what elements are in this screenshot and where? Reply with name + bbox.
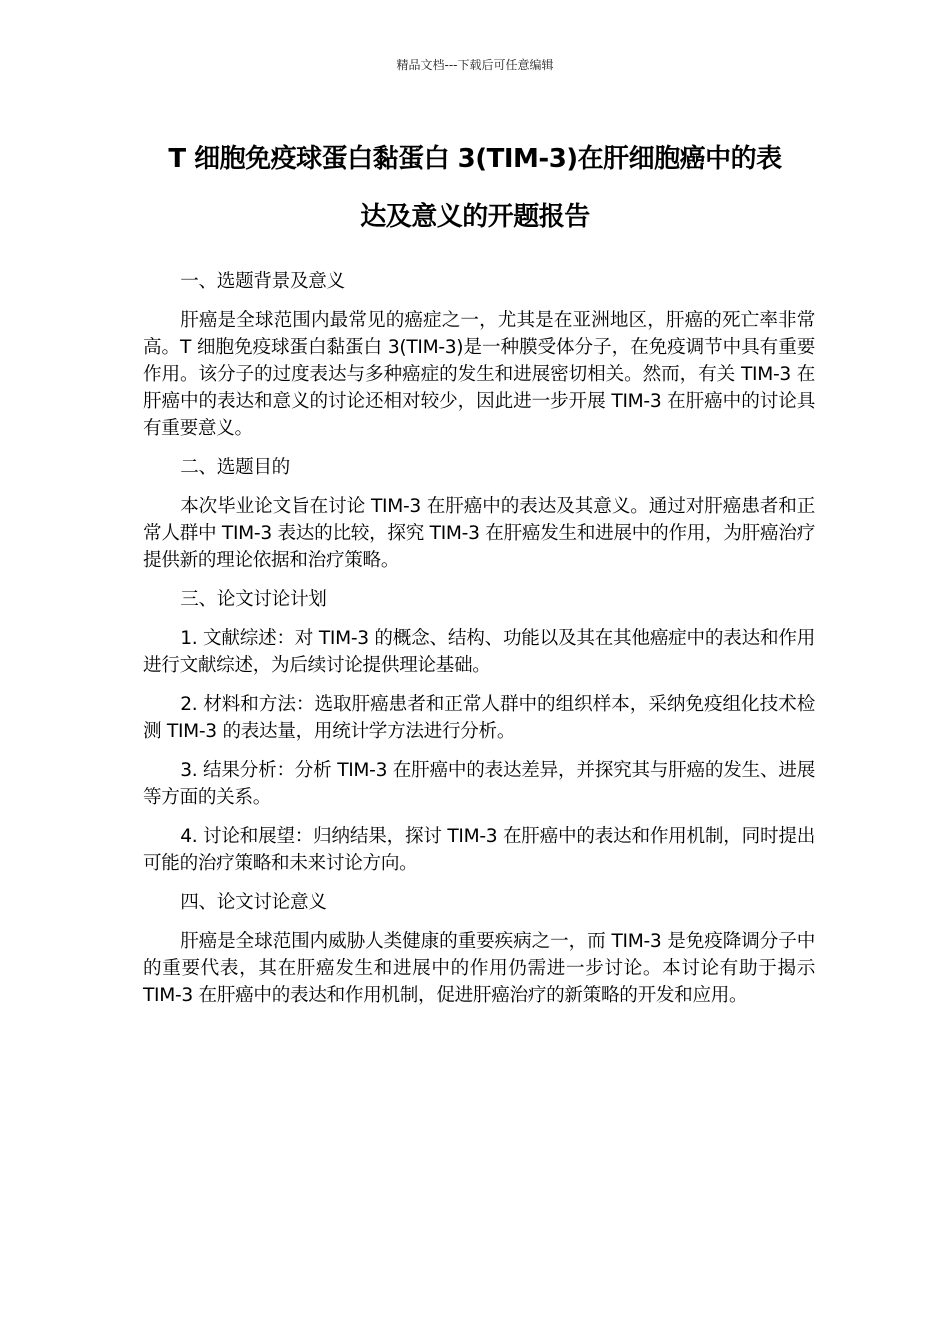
section-4-heading: 四、论文讨论意义 bbox=[180, 892, 327, 913]
header-note: 精品文档---下载后可任意编辑 bbox=[396, 58, 554, 72]
title-line-1: T 细胞免疫球蛋白黏蛋白 3(TIM-3)在肝细胞癌中的表 bbox=[168, 144, 782, 174]
plan-item-1: 1. 文献综述：对 TIM-3 的概念、结构、功能以及其在其他癌症中的表达和作用进行文献综述，为后续讨论提供理论基础。 bbox=[143, 628, 815, 676]
section-2-heading: 二、选题目的 bbox=[180, 457, 290, 478]
title-line-2: 达及意义的开题报告 bbox=[360, 202, 590, 232]
section-3-heading: 三、论文讨论计划 bbox=[180, 589, 327, 610]
document-title bbox=[120, 130, 830, 246]
section-1-paragraph: 肝癌是全球范围内最常见的癌症之一，尤其是在亚洲地区，肝癌的死亡率非常高。T 细胞免疫球蛋白黏蛋白 3(TIM-3)是一种膜受体分子，在免疫调节中具有重要作用。该分子的过度表达与多种癌症的发生和进展密切相关。然而，有关 TIM-3 在肝癌中的表达和意义的讨论还相对较少，因此进一步开展 TIM-3 在肝癌中的讨论具有重要意义。 bbox=[143, 310, 815, 439]
section-2-paragraph: 本次毕业论文旨在讨论 TIM-3 在肝癌中的表达及其意义。通过对肝癌患者和正常人群中 TIM-3 表达的比较，探究 TIM-3 在肝癌发生和进展中的作用，为肝癌治疗提供新的理论依据和治疗策略。 bbox=[143, 496, 815, 571]
section-4-paragraph: 肝癌是全球范围内威胁人类健康的重要疾病之一，而 TIM-3 是免疫降调分子中的重要代表，其在肝癌发生和进展中的作用仍需进一步讨论。本讨论有助于揭示 TIM-3 在肝癌中的表达和作用机制，促进肝癌治疗的新策略的开发和应用。 bbox=[143, 931, 815, 1006]
plan-item-2: 2. 材料和方法：选取肝癌患者和正常人群中的组织样本，采纳免疫组化技术检测 TIM-3 的表达量，用统计学方法进行分析。 bbox=[143, 694, 815, 742]
plan-item-3: 3. 结果分析：分析 TIM-3 在肝癌中的表达差异，并探究其与肝癌的发生、进展等方面的关系。 bbox=[143, 760, 815, 808]
document-body bbox=[143, 268, 815, 1021]
plan-item-4: 4. 讨论和展望：归纳结果，探讨 TIM-3 在肝癌中的表达和作用机制，同时提出可能的治疗策略和未来讨论方向。 bbox=[143, 826, 815, 874]
section-1-heading: 一、选题背景及意义 bbox=[180, 271, 345, 292]
